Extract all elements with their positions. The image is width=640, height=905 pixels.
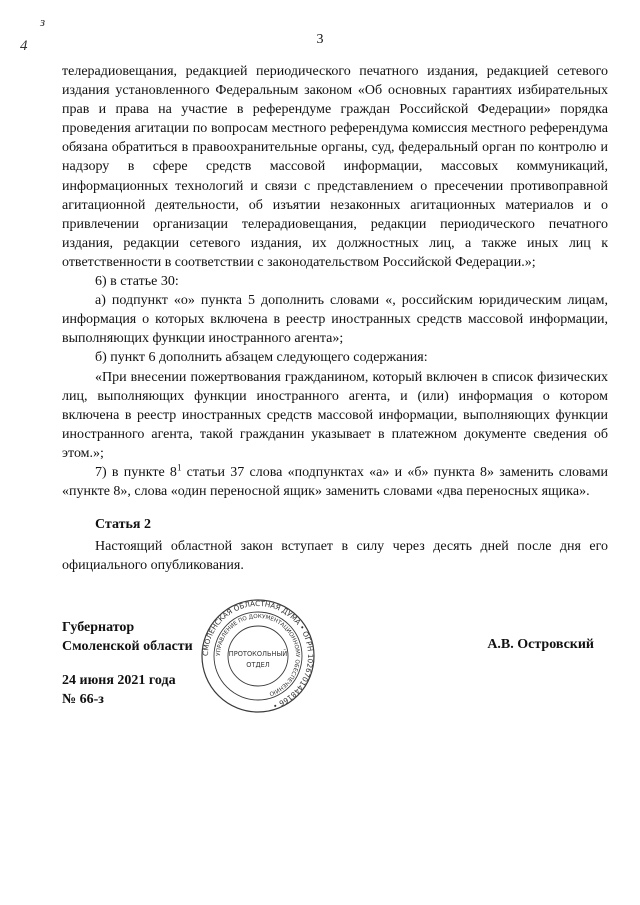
paragraph: б) пункт 6 дополнить абзацем следующего содержания: — [95, 350, 428, 366]
signing-date: 24 июня 2021 года — [62, 673, 176, 688]
page-number: 3 — [316, 32, 324, 47]
signing-details — [62, 671, 176, 709]
signatory-name: А.В. Островский — [487, 637, 594, 652]
stamp-center-line: ПРОТОКОЛЬНЫЙ — [228, 650, 288, 658]
official-stamp — [200, 598, 316, 714]
item7-text-start: 7) в пункте 8 — [95, 464, 177, 480]
paragraph: «При внесении пожертвования гражданином, который включен в список физических лиц, выполняющих функции иностранного агента, и (или) информация о котором включена в реестр иностранных средств массовой информации, выполняющих функции иностранного агента, такой гражданин указывает в платежном документе сведения об этом.»; — [62, 369, 608, 461]
stamp-inner-ring-text: УПРАВЛЕНИЕ ПО ДОКУМЕНТАЦИОННОМУ ОБЕСПЕЧЕНИЮ — [215, 613, 301, 697]
handwritten-margin-mark: 4 — [20, 38, 28, 54]
law-text — [62, 62, 608, 501]
article-heading: Статья 2 — [95, 517, 151, 532]
signatory-title — [62, 618, 193, 656]
paragraph-item-7 — [62, 463, 608, 501]
paragraph: 6) в статье 30: — [95, 274, 179, 290]
stamp-center-line: ОТДЕЛ — [246, 661, 270, 669]
stamp-ring-text: СМОЛЕНСКАЯ ОБЛАСТНАЯ ДУМА • ОГРН 1026701448166 • — [200, 598, 316, 711]
item7-superscript: 1 — [176, 462, 182, 473]
item7-text-end: статьи 37 слова «подпунктах «а» и «б» пункта 8» заменить словами «пункте 8», слова «один переносной ящик» заменить словами «два переносных ящика». — [62, 464, 609, 500]
handwritten-margin-mark: з — [40, 14, 46, 29]
law-number: № 66-з — [62, 692, 104, 707]
signatory-title-line: Смоленской области — [62, 639, 193, 654]
paragraph: а) подпункт «о» пункта 5 дополнить словами «, российским юридическим лицам, информация о которых включена в реестр иностранных средств массовой информации, выполняющих функции иностранного агента»; — [62, 293, 608, 347]
paragraph: телерадиовещания, редакцией периодического печатного издания, редакцией сетевого издания установленного Федеральным законом «Об основных гарантиях избирательных прав и права на участие в референдуме граждан Российской Федерации» порядка проведения агитации по вопросам местного референдума комиссия местного референдума обязана обратиться в правоохранительные органы, суд, федеральный орган по контролю и надзору в сфере средств массовой информации, массовых коммуникаций, информационных технологий и связи с представлением о пресечении противоправной агитационной деятельности, об изъятии незаконных агитационных материалов и о привлечении организации телерадиовещания, редакции периодического печатного издания, редакции сетевого издания, их должностных лиц, а также иных лиц к ответственности в соответствии с законодательством Российской Федерации.»; — [62, 64, 608, 270]
article-text: Настоящий областной закон вступает в силу через десять дней после дня его официального опубликования. — [62, 539, 608, 574]
signatory-title-line: Губернатор — [62, 620, 135, 635]
